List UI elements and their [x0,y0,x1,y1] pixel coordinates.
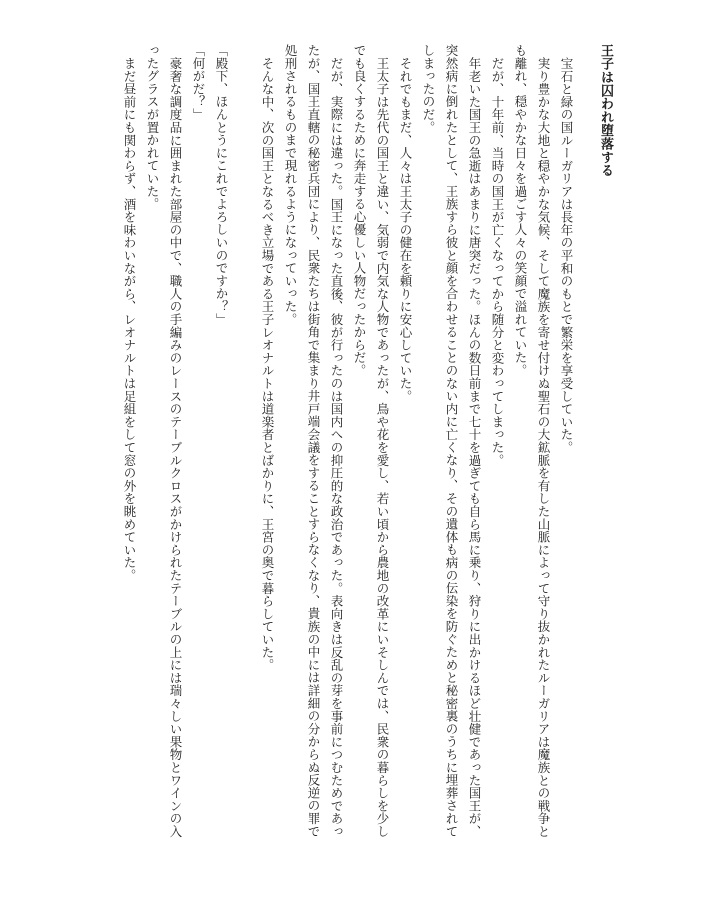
paragraph: 王太子は先代の国王と違い、気弱で内気な人物であったが、鳥や花を愛し、若い頃から農地の改革にいそしんでは、民衆の暮らしを少しでも良くするために奔走する心優しい人物だったからだ。 [352,44,390,838]
vertical-text-body [118,44,617,844]
chapter-title: 王子は囚われ堕落する [598,44,613,177]
paragraph: だが、十年前、当時の国王が亡くなってから随分と変わってしまった。 [490,56,505,467]
paragraph: 宝石と緑の国ルーガリアは長年の平和のもとで繁栄を享受していた。 [559,56,574,454]
blank-line [233,44,256,45]
paragraph: そんな中、次の国王となるべき立場である王子レオナルトは道楽者とばかりに、王宮の奥で暮らしていた。 [260,56,275,671]
paragraph: 実り豊かな大地と穏やかな気候、そして魔族を寄せ付けぬ聖石の大鉱脈を有した山脈によって守り抜かれたルーガリアは魔族との戦争とも離れ、穏やかな日々を過ごす人々の笑顔で溢れていた。 [513,44,551,838]
dialogue-line: 「何がだ？」 [191,44,206,121]
paragraph: まだ昼前にも関わらず、酒を味わいながら、レオナルトは足組をして窓の外を眺めていた。 [122,56,137,582]
dialogue-line: 「殿下、ほんとうにこれでよろしいのですか？」 [214,44,229,326]
paragraph: だが、実際には違った。国王になった直後、彼が行ったのは国内への抑圧的な政治であった。表向きは反乱の芽を事前につむためであったが、国王直轄の秘密兵団により、民衆たちは街角で集まり井戸端会議をすることすらなくなり、貴族の中には詳細の分からぬ反逆の罪で処刑されるものまで現れるようになっていった。 [283,44,344,838]
paragraph: それでもまだ、人々は王太子の健在を頼りに安心していた。 [398,56,413,403]
paragraph: 年老いた国王の急逝はあまりに唐突だった。ほんの数日前まで七十を過ぎても自ら馬に乗り、狩りに出かけるほど壮健であった国王が、突然病に倒れたとして、王族すら彼と顔を合わせることのない内に亡くなり、その遺体も病の伝染を防ぐためと秘密裏のうちに埋葬されてしまったのだ。 [421,44,482,838]
paragraph: 豪奢な調度品に囲まれた部屋の中で、職人の手編みのレースのテーブルクロスがかけられたテーブルの上には瑞々しい果物とワインの入ったグラスが置かれていた。 [145,44,183,838]
